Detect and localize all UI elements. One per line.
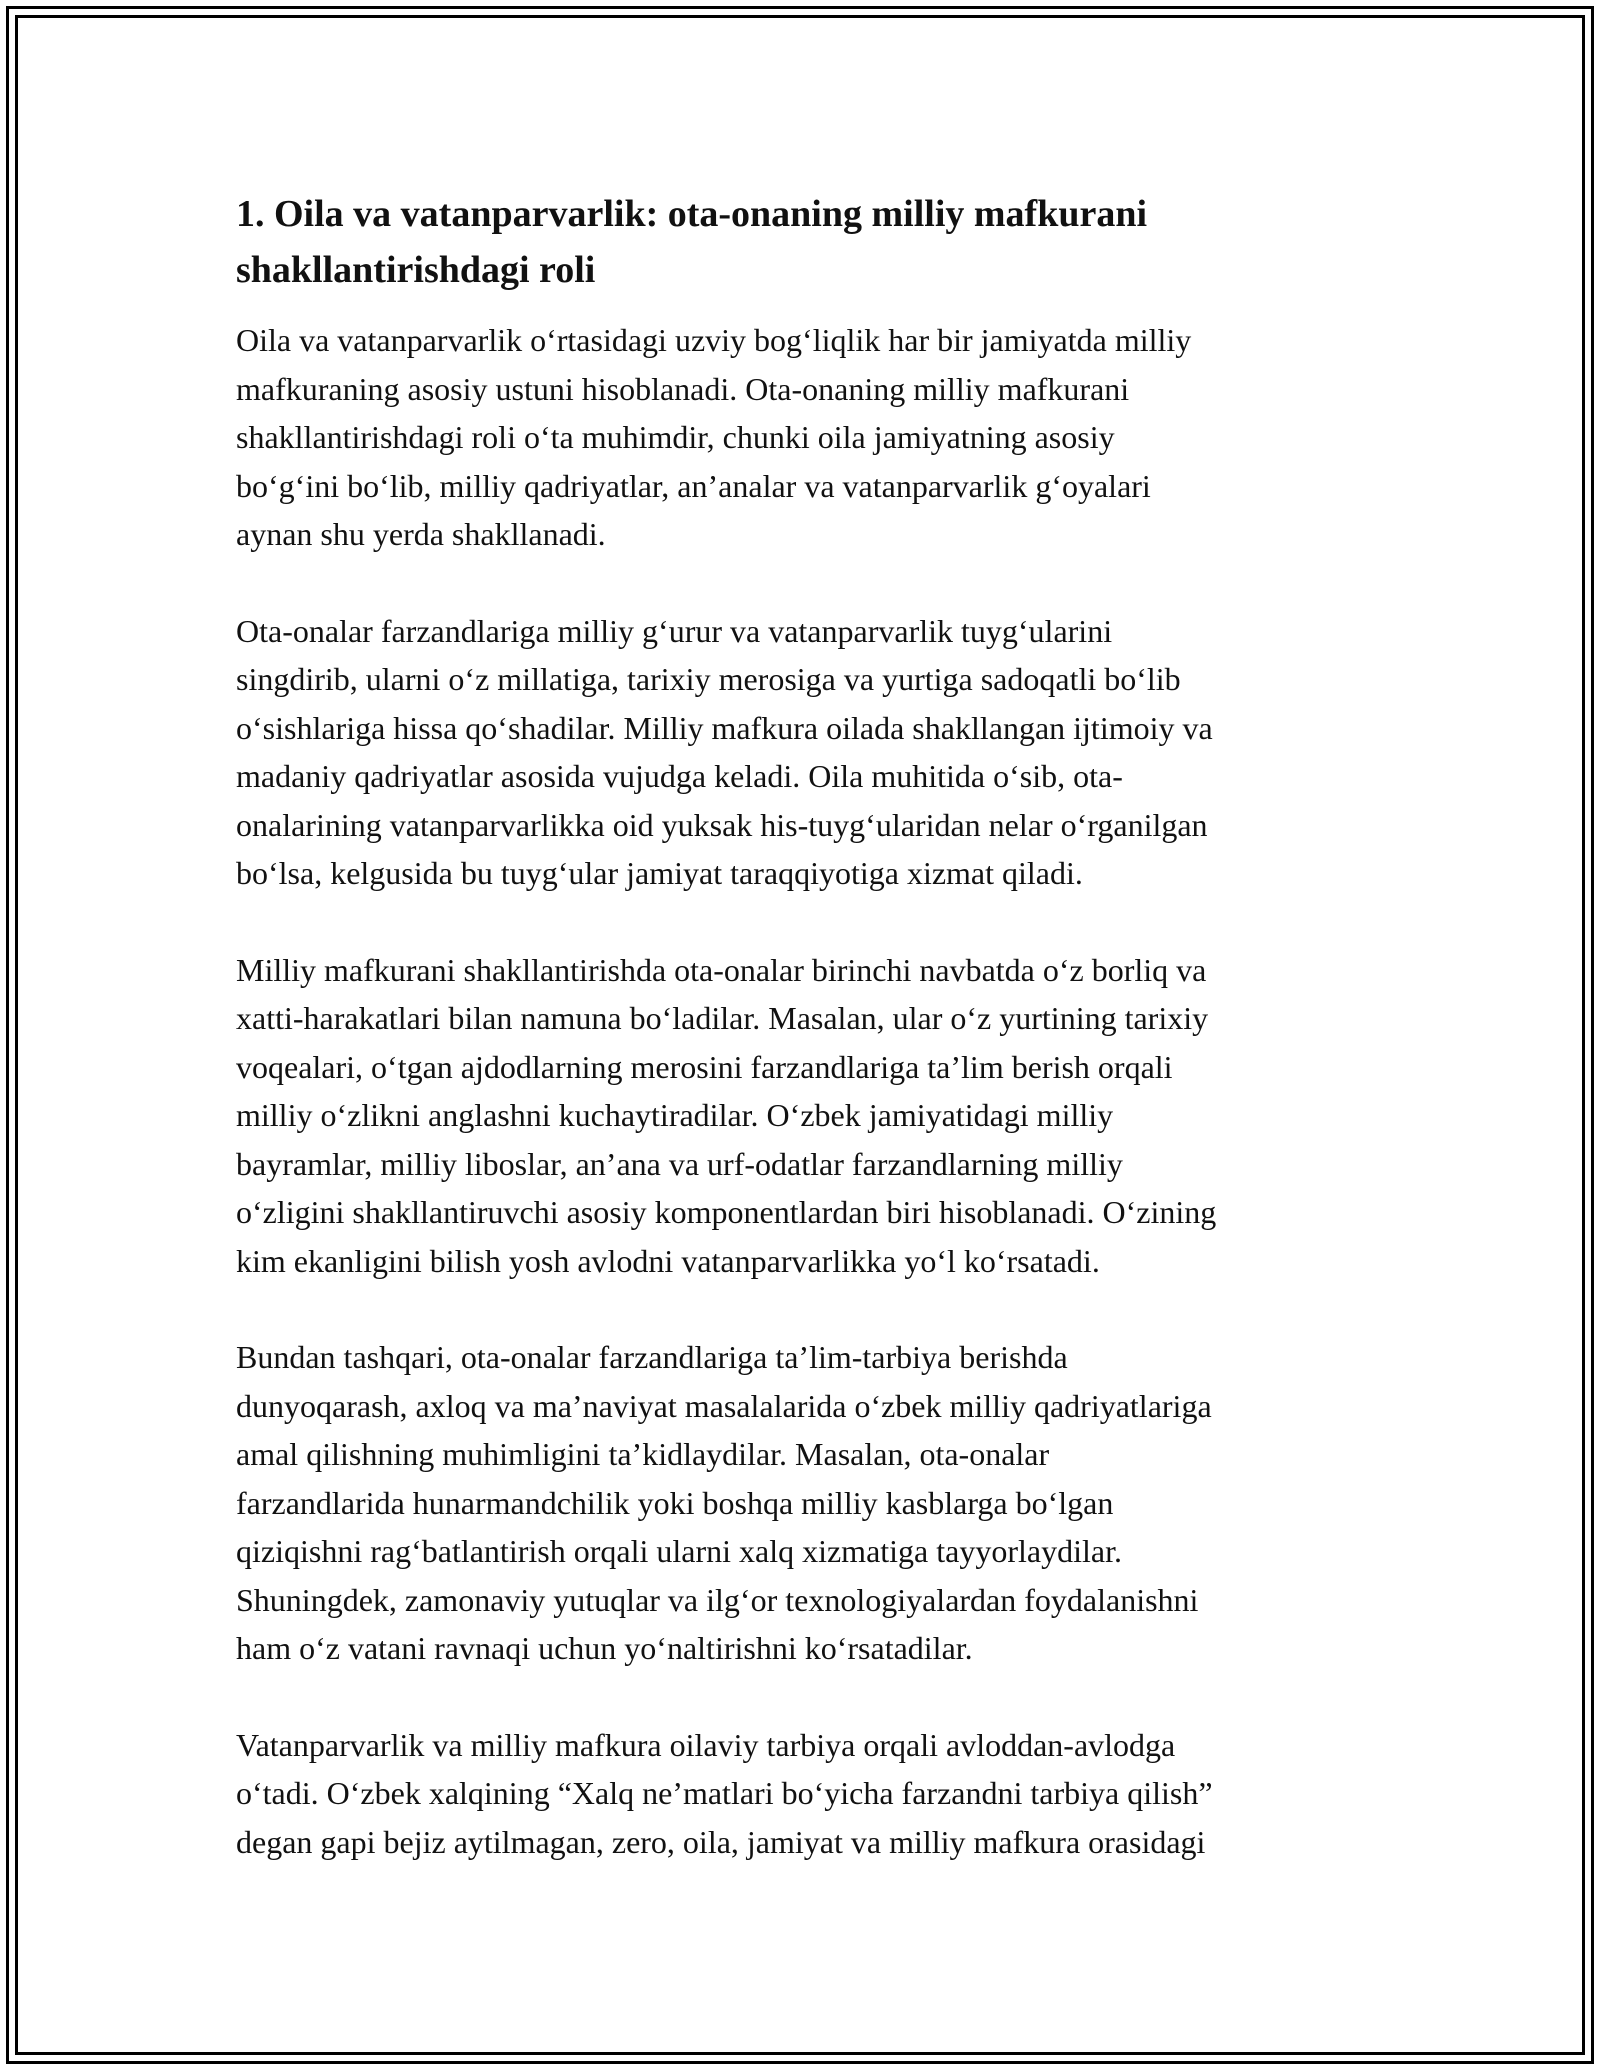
section-heading: 1. Oila va vatanparvarlik: ota-onaning milliy mafkurani shakllantirishdagi roli [236, 193, 1148, 291]
paragraph-2: Ota-onalar farzandlariga milliy g‘urur va vatanparvarlik tuyg‘ularini singdirib, ularni o‘z millatiga, tarixiy merosiga va yurtiga sadoqatli bo‘lib o‘sishlariga hissa qo‘shadilar. Milliy mafkura oilada shakllangan ijtimoiy va madaniy qadriyatlar asosida vujudga keladi. Oila muhitida o‘sib, ota- onalarining vatanparvarlikka oid yuksak his-tuyg‘ularidan nelar o‘rganilgan bo‘lsa, kelgusida bu tuyg‘ular jamiyat taraqqiyotiga xizmat qiladi. [236, 612, 1213, 891]
paragraph-4: Bundan tashqari, ota-onalar farzandlariga ta’lim-tarbiya berishda dunyoqarash, axloq va ma’naviyat masalalarida o‘zbek milliy qadriyatlariga amal qilishning muhimligini ta’kidlaydilar. Masalan, ota-onalar farzandlarida hunarmandchilik yoki boshqa milliy kasblarga bo‘lgan qiziqishni rag‘batlantirish orqali ularni xalq xizmatiga tayyorlaydilar. Shuningdek, zamonaviy yutuqlar va ilg‘or texnologiyalardan foydalanishni ham o‘z vatani ravnaqi uchun yo‘naltirishni ko‘rsatadilar. [236, 1339, 1212, 1666]
paragraph-5: Vatanparvarlik va milliy mafkura oilaviy tarbiya orqali avloddan-avlodga o‘tadi. O‘zbek xalqining “Xalq ne’matlari bo‘yicha farzandni tarbiya qilish” degan gapi bejiz aytilmagan, zero, oila, jamiyat va milliy mafkura orasidagi [236, 1726, 1213, 1860]
paragraph-1: Oila va vatanparvarlik o‘rtasidagi uzviy bog‘liqlik har bir jamiyatda milliy mafkuraning asosiy ustuni hisoblanadi. Ota-onaning milliy mafkurani shakllantirishdagi roli o‘ta muhimdir, chunki oila jamiyatning asosiy bo‘g‘ini bo‘lib, milliy qadriyatlar, an’analar va vatanparvarlik g‘oyalari aynan shu yerda shakllanadi. [236, 322, 1192, 552]
document-body [236, 186, 1366, 1914]
paragraph-3: Milliy mafkurani shakllantirishda ota-onalar birinchi navbatda o‘z borliq va xatti-harakatlari bilan namuna bo‘ladilar. Masalan, ular o‘z yurtining tarixiy voqealari, o‘tgan ajdodlarning merosini farzandlariga ta’lim berish orqali milliy o‘zlikni anglashni kuchaytiradilar. O‘zbek jamiyatidagi milliy bayramlar, milliy liboslar, an’ana va urf-odatlar farzandlarning milliy o‘zligini shakllantiruvchi asosiy komponentlardan biri hisoblanadi. O‘zining kim ekanligini bilish yosh avlodni vatanparvarlikka yo‘l ko‘rsatadi. [236, 951, 1217, 1279]
